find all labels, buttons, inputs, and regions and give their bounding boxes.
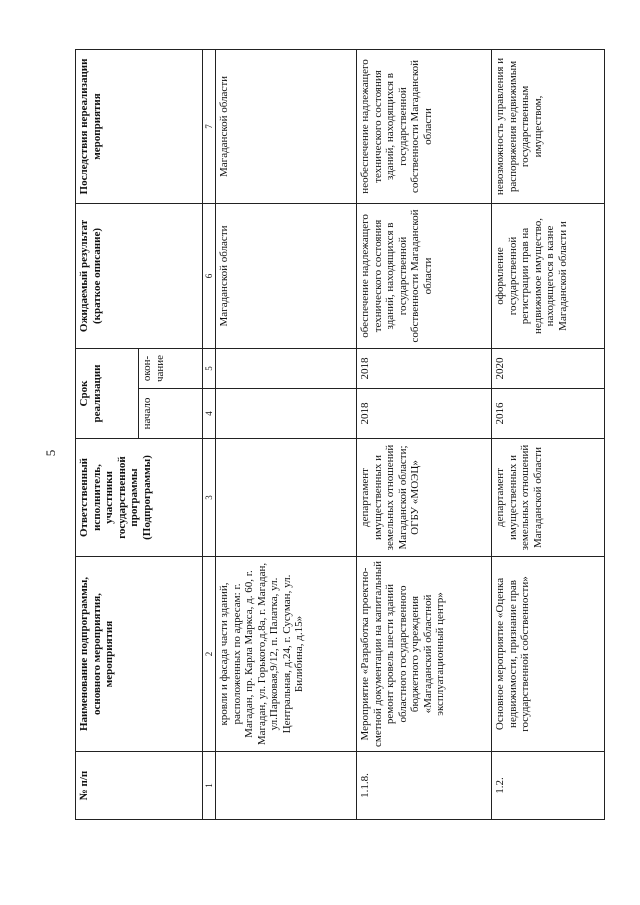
row-name: Основное мероприятие «Оценка недвижимости, признание прав государственной собственности»	[492, 557, 605, 752]
row-consequence: Магаданской области	[216, 49, 357, 203]
header-executor: Ответственный исполнитель, участники государственной программы (Подпрограммы)	[76, 439, 203, 557]
rotated-table-wrapper	[75, 50, 605, 820]
table-row	[357, 49, 492, 819]
column-number: 1	[202, 752, 215, 820]
column-number: 3	[202, 439, 215, 557]
header-result: Ожидаемый результат (краткое описание)	[76, 203, 203, 348]
row-end: 2020	[492, 348, 605, 388]
row-name: кровли и фасада части зданий, расположенных по адресам: г. Магадан, пр. Карла Маркса, д. 60, г. Магадан, ул. Горького,д.8а, г. Магадан, ул.Парковая,9/12, п. Палатка, ул. Центральная, д.24, г. Сусуман, ул. Билибина, д.15»	[216, 557, 357, 752]
header-num: № п/п	[76, 752, 203, 820]
row-end: 2018	[357, 348, 492, 388]
row-result: оформление государственной регистрации прав на недвижимое имущество, находящегося в казне Магаданской области и	[492, 203, 605, 348]
row-executor: департамент имущественных и земельных отношений Магаданской области	[492, 439, 605, 557]
row-name: Мероприятие «Разработка проектно-сметной документации на капитальный ремонт кровель шести зданий областного государственного бюджетного учреждения «Магаданский областной эксплуатационный центр»	[357, 557, 492, 752]
row-result: Магаданской области	[216, 203, 357, 348]
row-start: 2016	[492, 389, 605, 439]
column-number-row	[202, 49, 215, 819]
header-name: Наименование подпрограммы, основного мероприятия, мероприятия	[76, 557, 203, 752]
header-consequence: Последствия нереализации мероприятия	[76, 49, 203, 203]
program-activities-table	[75, 49, 605, 820]
row-start	[216, 389, 357, 439]
column-number: 4	[202, 389, 215, 439]
table-row	[216, 49, 357, 819]
header-start: начало	[139, 389, 202, 439]
row-consequence: невозможность управления и распоряжения недвижимым государственным имуществом,	[492, 49, 605, 203]
column-number: 2	[202, 557, 215, 752]
column-number: 7	[202, 49, 215, 203]
column-number: 6	[202, 203, 215, 348]
row-end	[216, 348, 357, 388]
header-period: Срок реализации	[76, 348, 139, 438]
page-number: 5	[43, 449, 58, 457]
row-executor	[216, 439, 357, 557]
table-row	[492, 49, 605, 819]
header-row	[76, 49, 139, 819]
row-num	[216, 752, 357, 820]
row-num: 1.1.8.	[357, 752, 492, 820]
row-executor: департамент имущественных и земельных отношений Магаданской области; ОГБУ «МОЭЦ»	[357, 439, 492, 557]
row-num: 1.2.	[492, 752, 605, 820]
row-start: 2018	[357, 389, 492, 439]
header-end: окон-чание	[139, 348, 202, 388]
row-consequence: необеспечение надлежащего технического состояния зданий, находящихся в государственной собственности Магаданской области	[357, 49, 492, 203]
column-number: 5	[202, 348, 215, 388]
row-result: обеспечение надлежащего технического состояния зданий, находящихся в государственной собственности Магаданской области	[357, 203, 492, 348]
